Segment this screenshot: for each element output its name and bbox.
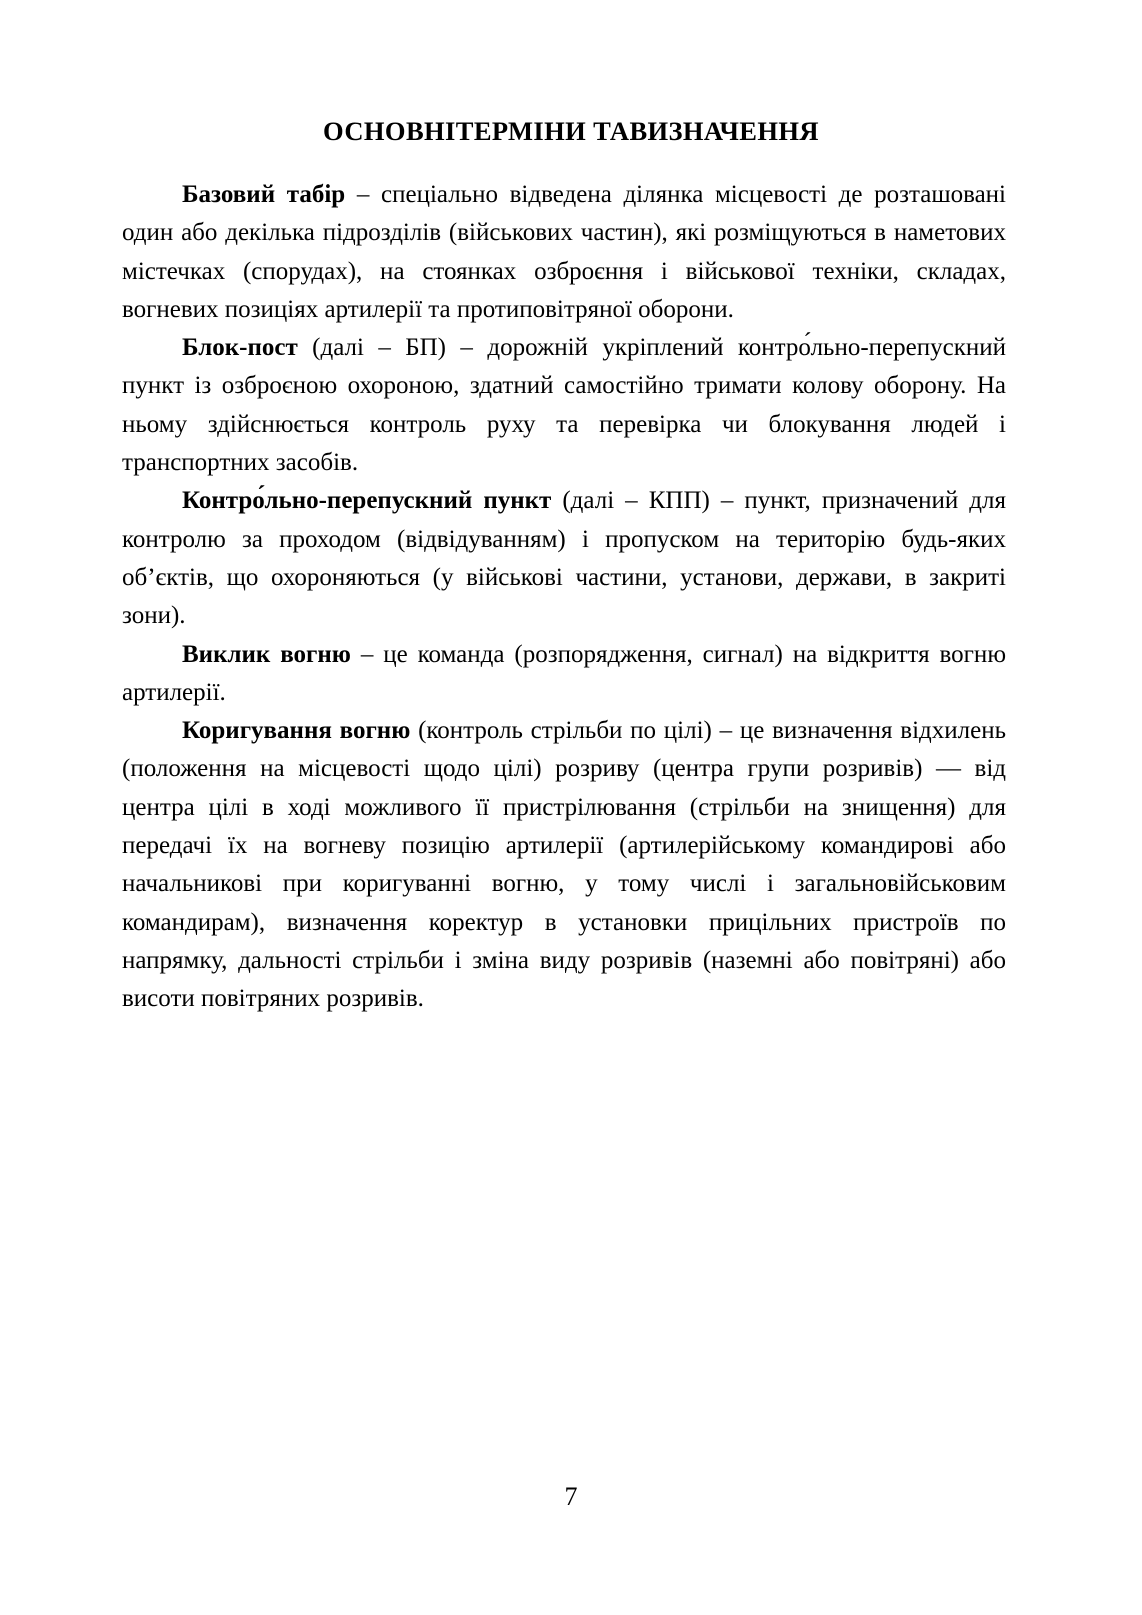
term-label-bazovyi-tabir: Базовий табір (182, 181, 346, 208)
definition-paragraph-koryhuvannia-vohniu (122, 712, 1006, 1018)
term-definition-bazovyi-tabir: – спеціально відведена ділянка місцевості де розташовані один або декілька підрозділів (військових частин), які розміщуються в наметових містечках (спорудах), на стоянках озброєння і військової техніки, складах, вогневих позиціях артилерії та протиповітряної оборони. (122, 181, 1006, 323)
term-definition-koryhuvannia-vohniu: (контроль стрільби по цілі) – це визначення відхилень (положення на місцевості щодо цілі) розриву (центра групи розривів) — від центра цілі в ході можливого її пристрілювання (стрільби на знищення) для передачі їх на вогневу позицію артилерії (артилерійському командирові або начальникові при коригуванні вогню, у тому числі і загальновійськовим командирам), визначення коректур в установки прицільних пристроїв по напрямку, дальності стрільби і зміна виду розривів (наземні або повітряні) або висоти повітряних розривів. (122, 717, 1006, 1013)
definition-paragraph-bazovyi-tabir (122, 176, 1006, 329)
definition-paragraph-blok-post (122, 329, 1006, 482)
definition-paragraph-vyklyk-vohniu (122, 636, 1006, 713)
definition-paragraph-kontrolno-perepusknyi-punkt (122, 482, 1006, 635)
page-number: 7 (564, 1482, 578, 1511)
term-label-blok-post: Блок-пост (182, 334, 298, 362)
term-label-vyklyk-vohniu: Виклик вогню (182, 640, 351, 668)
page-title: ОСНОВНІТЕРМІНИ ТАВИЗНАЧЕННЯ (323, 116, 819, 146)
term-definition-kontrolno-perepusknyi-punkt: (далі – КПП) – пункт, призначений для контролю за проходом (відвідуванням) і пропуском на територію будь-яких об’єктів, що охороняються (у військові частини, установи, держави, в закриті зони). (122, 487, 1006, 630)
term-label-kontrolno-perepusknyi-punkt: Контро́льно-перепускний пункт (182, 487, 552, 515)
term-definition-blok-post: (далі – БП) – дорожній укріплений контро́льно-перепускний пункт із озброєною охороною, здатний самостійно тримати колову оборону. На ньому здійснюється контроль руху та перевірка чи блокування людей і транспортних засобів. (122, 334, 1006, 477)
term-definition-vyklyk-vohniu: – це команда (розпорядження, сигнал) на відкриття вогню артилерії. (122, 640, 1006, 706)
term-label-koryhuvannia-vohniu: Коригування вогню (182, 717, 411, 745)
document-body (122, 176, 1006, 1019)
